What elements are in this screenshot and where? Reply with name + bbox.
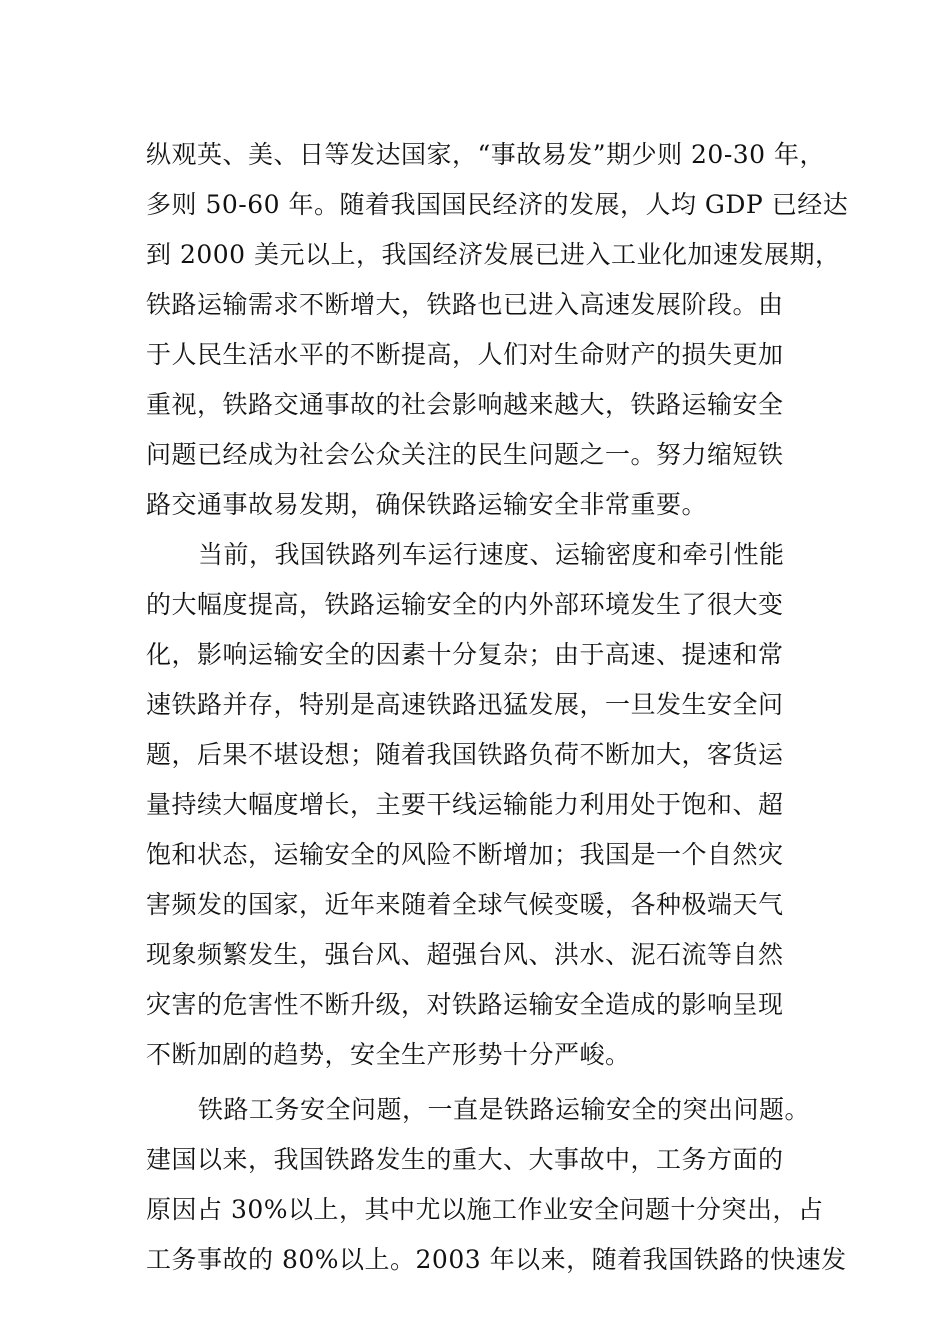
paragraph-2-line-3: 化，影响运输安全的因素十分复杂；由于高速、提速和常 [146,640,784,669]
paragraph-2-line-4: 速铁路并存，特别是高速铁路迅猛发展，一旦发生安全问 [146,690,784,719]
paragraph-3-line-1: 铁路工务安全问题，一直是铁路运输安全的突出问题。 [198,1095,811,1124]
paragraph-3-line-2: 建国以来，我国铁路发生的重大、大事故中，工务方面的 [146,1145,784,1174]
paragraph-2-line-9: 现象频繁发生，强台风、超强台风、洪水、泥石流等自然 [146,940,784,969]
paragraph-2-line-2: 的大幅度提高，铁路运输安全的内外部环境发生了很大变 [146,590,784,619]
paragraph-2-line-7: 饱和状态，运输安全的风险不断增加；我国是一个自然灾 [146,840,784,869]
paragraph-2-line-8: 害频发的国家，近年来随着全球气候变暖，各种极端天气 [146,890,784,919]
paragraph-2-line-5: 题，后果不堪设想；随着我国铁路负荷不断加大，客货运 [146,740,784,769]
paragraph-1-line-8: 路交通事故易发期，确保铁路运输安全非常重要。 [146,490,708,519]
paragraph-1-line-6: 重视，铁路交通事故的社会影响越来越大，铁路运输安全 [146,390,784,419]
paragraph-1-line-1: 纵观英、美、日等发达国家，“事故易发”期少则 20-30 年， [146,140,826,169]
paragraph-1-line-4: 铁路运输需求不断增大，铁路也已进入高速发展阶段。由 [146,290,784,319]
paragraph-2-line-6: 量持续大幅度增长，主要干线运输能力利用处于饱和、超 [146,790,784,819]
paragraph-1-line-7: 问题已经成为社会公众关注的民生问题之一。努力缩短铁 [146,440,784,469]
paragraph-3-line-3: 原因占 30%以上，其中尤以施工作业安全问题十分突出，占 [146,1195,824,1224]
paragraph-2-line-1: 当前，我国铁路列车运行速度、运输密度和牵引性能 [198,540,785,569]
paragraph-1-line-2: 多则 50-60 年。随着我国国民经济的发展，人均 GDP 已经达 [146,190,849,219]
paragraph-1-line-3: 到 2000 美元以上，我国经济发展已进入工业化加速发展期， [146,240,841,269]
paragraph-2-line-10: 灾害的危害性不断升级，对铁路运输安全造成的影响呈现 [146,990,784,1019]
paragraph-1-line-5: 于人民生活水平的不断提高，人们对生命财产的损失更加 [146,340,784,369]
paragraph-3-line-4: 工务事故的 80%以上。2003 年以来，随着我国铁路的快速发 [146,1245,847,1274]
paragraph-2-line-11: 不断加剧的趋势，安全生产形势十分严峻。 [146,1040,631,1069]
